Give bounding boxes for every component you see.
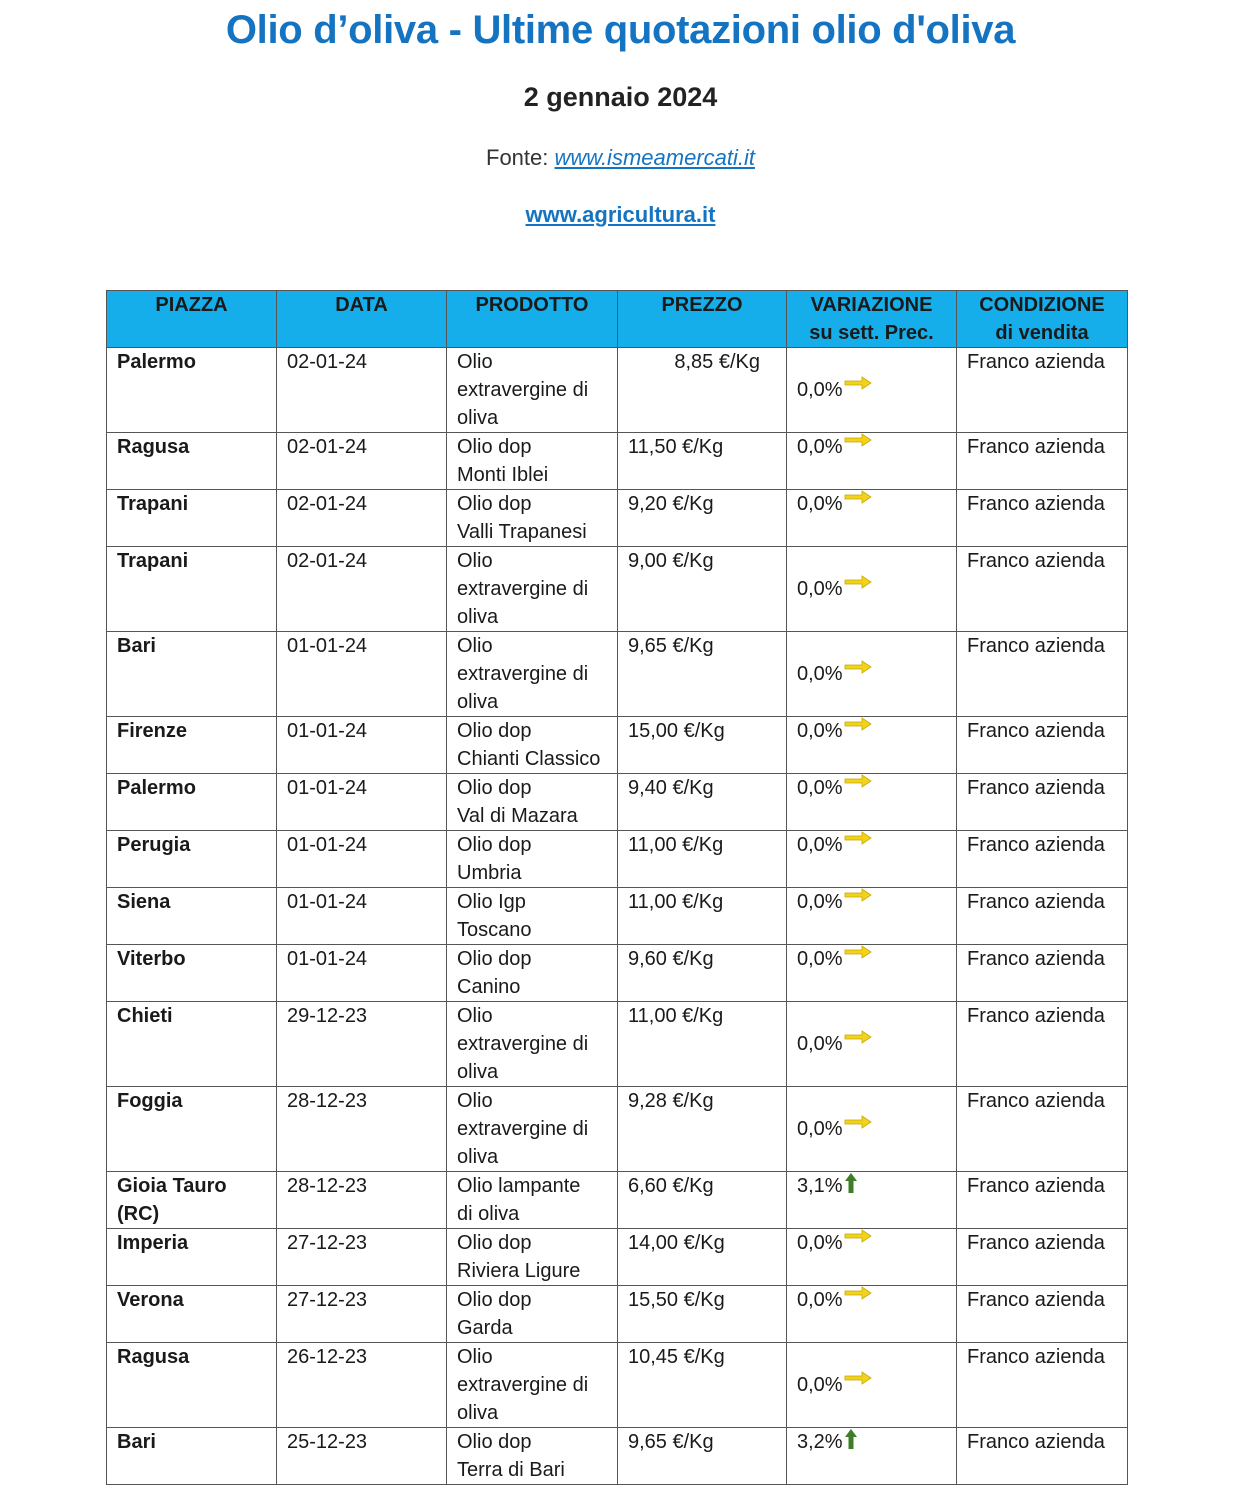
- cell-prodotto: Olio dop Garda: [447, 1286, 618, 1343]
- cell-prezzo: 11,00 €/Kg: [618, 1002, 787, 1087]
- flat-arrow-icon: [844, 717, 872, 731]
- cell-data: 29-12-23: [277, 1002, 447, 1087]
- cell-variazione: [787, 1002, 957, 1087]
- table-row: [107, 945, 1128, 1002]
- table-header-row: [107, 291, 1128, 348]
- variazione-value: 0,0%: [797, 1289, 843, 1311]
- cell-prodotto: Olio dop Terra di Bari: [447, 1428, 618, 1485]
- cell-prodotto: Olio dop Monti Iblei: [447, 433, 618, 490]
- cell-prezzo: 9,00 €/Kg: [618, 547, 787, 632]
- variazione-value: 0,0%: [797, 948, 843, 970]
- cell-prezzo: 11,00 €/Kg: [618, 888, 787, 945]
- table-row: [107, 490, 1128, 547]
- cell-variazione: [787, 490, 957, 547]
- cell-condizione: Franco azienda: [957, 945, 1128, 1002]
- cell-data: 02-01-24: [277, 490, 447, 547]
- table-row: [107, 1286, 1128, 1343]
- cell-piazza: Chieti: [107, 1002, 277, 1087]
- flat-arrow-icon: [844, 376, 872, 390]
- table-row: [107, 1172, 1128, 1229]
- cell-piazza: Firenze: [107, 717, 277, 774]
- cell-prezzo: 9,65 €/Kg: [618, 1428, 787, 1485]
- variazione-value: 0,0%: [797, 1118, 843, 1140]
- table-row: [107, 888, 1128, 945]
- table-row: [107, 632, 1128, 717]
- cell-data: 28-12-23: [277, 1087, 447, 1172]
- cell-condizione: Franco azienda: [957, 1229, 1128, 1286]
- cell-data: 27-12-23: [277, 1229, 447, 1286]
- table-row: [107, 1087, 1128, 1172]
- cell-prezzo: 9,28 €/Kg: [618, 1087, 787, 1172]
- flat-arrow-icon: [844, 1115, 872, 1129]
- variazione-value: 0,0%: [797, 720, 843, 742]
- cell-piazza: Foggia: [107, 1087, 277, 1172]
- cell-variazione: [787, 1428, 957, 1485]
- cell-prodotto: Olio dop Valli Trapanesi: [447, 490, 618, 547]
- cell-condizione: Franco azienda: [957, 348, 1128, 433]
- cell-data: 27-12-23: [277, 1286, 447, 1343]
- variazione-value: 3,1%: [797, 1175, 843, 1197]
- variazione-value: 0,0%: [797, 1033, 843, 1055]
- cell-data: 01-01-24: [277, 774, 447, 831]
- col-header-data: DATA: [277, 291, 447, 348]
- cell-variazione: [787, 348, 957, 433]
- cell-piazza: Imperia: [107, 1229, 277, 1286]
- variazione-value: 0,0%: [797, 834, 843, 856]
- cell-condizione: Franco azienda: [957, 774, 1128, 831]
- cell-prodotto: Olio dop Chianti Classico: [447, 717, 618, 774]
- flat-arrow-icon: [844, 774, 872, 788]
- cell-data: 01-01-24: [277, 888, 447, 945]
- cell-prezzo: 6,60 €/Kg: [618, 1172, 787, 1229]
- cell-condizione: Franco azienda: [957, 831, 1128, 888]
- flat-arrow-icon: [844, 1371, 872, 1385]
- cell-prodotto: Olio extravergine di oliva: [447, 547, 618, 632]
- cell-piazza: Ragusa: [107, 1343, 277, 1428]
- table-row: [107, 1002, 1128, 1087]
- table-row: [107, 774, 1128, 831]
- col-header-prezzo: PREZZO: [618, 291, 787, 348]
- cell-condizione: Franco azienda: [957, 1087, 1128, 1172]
- variazione-value: 0,0%: [797, 1374, 843, 1396]
- cell-variazione: [787, 1343, 957, 1428]
- cell-prezzo: 11,50 €/Kg: [618, 433, 787, 490]
- cell-variazione: [787, 831, 957, 888]
- cell-variazione: [787, 1172, 957, 1229]
- cell-prodotto: Olio extravergine di oliva: [447, 1087, 618, 1172]
- cell-prodotto: Olio extravergine di oliva: [447, 632, 618, 717]
- cell-data: 26-12-23: [277, 1343, 447, 1428]
- cell-prodotto: Olio Igp Toscano: [447, 888, 618, 945]
- page-title: Olio d’oliva - Ultime quotazioni olio d'oliva: [225, 8, 1016, 52]
- col-header-condizione: CONDIZIONE di vendita: [957, 291, 1128, 348]
- flat-arrow-icon: [844, 660, 872, 674]
- cell-piazza: Siena: [107, 888, 277, 945]
- col-header-prodotto: PRODOTTO: [447, 291, 618, 348]
- cell-piazza: Gioia Tauro (RC): [107, 1172, 277, 1229]
- report-date: 2 gennaio 2024: [523, 82, 718, 112]
- cell-variazione: [787, 774, 957, 831]
- cell-variazione: [787, 945, 957, 1002]
- cell-variazione: [787, 1087, 957, 1172]
- cell-prodotto: Olio extravergine di oliva: [447, 1343, 618, 1428]
- cell-variazione: [787, 547, 957, 632]
- table-row: [107, 348, 1128, 433]
- variazione-value: 0,0%: [797, 578, 843, 600]
- cell-prezzo: 15,50 €/Kg: [618, 1286, 787, 1343]
- cell-piazza: Palermo: [107, 774, 277, 831]
- up-arrow-icon: [844, 1172, 858, 1194]
- flat-arrow-icon: [844, 1286, 872, 1300]
- cell-prezzo: 9,40 €/Kg: [618, 774, 787, 831]
- cell-data: 02-01-24: [277, 348, 447, 433]
- cell-prezzo: 9,60 €/Kg: [618, 945, 787, 1002]
- table-row: [107, 547, 1128, 632]
- cell-piazza: Ragusa: [107, 433, 277, 490]
- cell-variazione: [787, 888, 957, 945]
- cell-data: 01-01-24: [277, 717, 447, 774]
- flat-arrow-icon: [844, 888, 872, 902]
- price-table: [106, 290, 1128, 1485]
- cell-condizione: Franco azienda: [957, 547, 1128, 632]
- cell-condizione: Franco azienda: [957, 1286, 1128, 1343]
- cell-piazza: Bari: [107, 632, 277, 717]
- cell-prodotto: Olio dop Canino: [447, 945, 618, 1002]
- source-link[interactable]: www.ismeamercati.it: [554, 145, 755, 170]
- cell-data: 02-01-24: [277, 433, 447, 490]
- col-header-variazione: VARIAZIONE su sett. Prec.: [787, 291, 957, 348]
- table-row: [107, 433, 1128, 490]
- cell-prodotto: Olio dop Riviera Ligure: [447, 1229, 618, 1286]
- site-line: [0, 202, 1241, 228]
- cell-piazza: Palermo: [107, 348, 277, 433]
- variazione-value: 0,0%: [797, 1232, 843, 1254]
- cell-condizione: Franco azienda: [957, 1343, 1128, 1428]
- cell-variazione: [787, 632, 957, 717]
- variazione-value: 0,0%: [797, 663, 843, 685]
- table-row: [107, 1343, 1128, 1428]
- cell-prodotto: Olio dop Umbria: [447, 831, 618, 888]
- cell-piazza: Trapani: [107, 490, 277, 547]
- variazione-value: 0,0%: [797, 436, 843, 458]
- cell-condizione: Franco azienda: [957, 888, 1128, 945]
- flat-arrow-icon: [844, 1229, 872, 1243]
- cell-variazione: [787, 717, 957, 774]
- cell-data: 25-12-23: [277, 1428, 447, 1485]
- cell-piazza: Verona: [107, 1286, 277, 1343]
- site-link[interactable]: www.agricultura.it: [525, 202, 716, 227]
- source-line: [0, 145, 1241, 171]
- cell-condizione: Franco azienda: [957, 1172, 1128, 1229]
- variazione-value: 3,2%: [797, 1431, 843, 1453]
- variazione-value: 0,0%: [797, 379, 843, 401]
- flat-arrow-icon: [844, 490, 872, 504]
- cell-piazza: Viterbo: [107, 945, 277, 1002]
- table-row: [107, 717, 1128, 774]
- cell-condizione: Franco azienda: [957, 433, 1128, 490]
- cell-condizione: Franco azienda: [957, 717, 1128, 774]
- flat-arrow-icon: [844, 945, 872, 959]
- cell-prezzo: 8,85 €/Kg: [618, 348, 787, 433]
- cell-prodotto: Olio extravergine di oliva: [447, 348, 618, 433]
- table-row: [107, 1229, 1128, 1286]
- variazione-value: 0,0%: [797, 777, 843, 799]
- cell-data: 01-01-24: [277, 831, 447, 888]
- flat-arrow-icon: [844, 575, 872, 589]
- cell-variazione: [787, 433, 957, 490]
- cell-data: 02-01-24: [277, 547, 447, 632]
- table-row: [107, 1428, 1128, 1485]
- cell-variazione: [787, 1286, 957, 1343]
- table-row: [107, 831, 1128, 888]
- source-label: Fonte:: [486, 145, 549, 170]
- cell-condizione: Franco azienda: [957, 490, 1128, 547]
- col-header-piazza: PIAZZA: [107, 291, 277, 348]
- cell-condizione: Franco azienda: [957, 1002, 1128, 1087]
- flat-arrow-icon: [844, 831, 872, 845]
- flat-arrow-icon: [844, 1030, 872, 1044]
- cell-prodotto: Olio dop Val di Mazara: [447, 774, 618, 831]
- cell-prezzo: 14,00 €/Kg: [618, 1229, 787, 1286]
- up-arrow-icon: [844, 1428, 858, 1450]
- cell-variazione: [787, 1229, 957, 1286]
- cell-data: 28-12-23: [277, 1172, 447, 1229]
- cell-data: 01-01-24: [277, 945, 447, 1002]
- variazione-value: 0,0%: [797, 891, 843, 913]
- cell-condizione: Franco azienda: [957, 1428, 1128, 1485]
- cell-prezzo: 9,65 €/Kg: [618, 632, 787, 717]
- cell-prodotto: Olio lampante di oliva: [447, 1172, 618, 1229]
- cell-prodotto: Olio extravergine di oliva: [447, 1002, 618, 1087]
- cell-piazza: Bari: [107, 1428, 277, 1485]
- cell-prezzo: 9,20 €/Kg: [618, 490, 787, 547]
- cell-condizione: Franco azienda: [957, 632, 1128, 717]
- cell-prezzo: 10,45 €/Kg: [618, 1343, 787, 1428]
- flat-arrow-icon: [844, 433, 872, 447]
- cell-prezzo: 11,00 €/Kg: [618, 831, 787, 888]
- cell-piazza: Trapani: [107, 547, 277, 632]
- cell-piazza: Perugia: [107, 831, 277, 888]
- cell-data: 01-01-24: [277, 632, 447, 717]
- cell-prezzo: 15,00 €/Kg: [618, 717, 787, 774]
- variazione-value: 0,0%: [797, 493, 843, 515]
